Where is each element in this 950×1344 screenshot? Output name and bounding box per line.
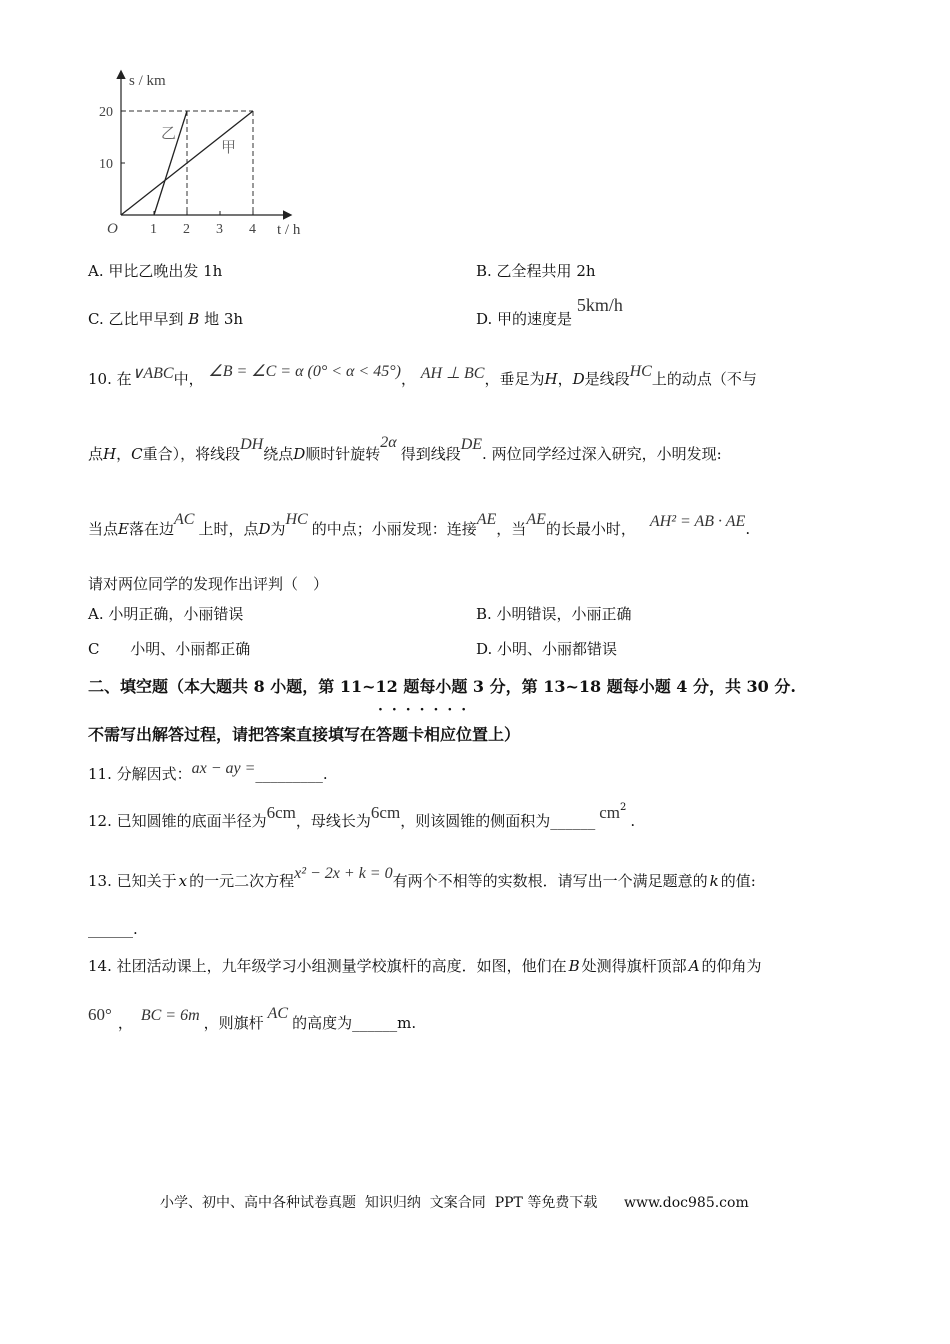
q10-equation: AH² = AB · AE [649, 513, 746, 530]
q10-seg: DE [460, 436, 483, 453]
q12-text: . [630, 812, 636, 830]
q9-option-b: B. 乙全程共用 2h [476, 262, 596, 280]
q10-option-c [88, 638, 250, 659]
emphasis-dots: ······· [378, 702, 476, 718]
q13 [88, 865, 756, 891]
q10-text: 绕点 [263, 445, 294, 463]
q11 [88, 760, 328, 784]
q10-text: ，垂足为 [484, 370, 545, 388]
q12-slant: 6cm [370, 803, 401, 822]
q10-triangle: ∨ABC [131, 365, 174, 382]
q12-text: 12. 已知圆锥的底面半径为 [88, 812, 267, 830]
q9-c-post: 地 3h [204, 310, 244, 328]
q10-option-d: D. 小明、小丽都错误 [476, 640, 618, 658]
q13-var: k [709, 872, 719, 890]
q10-seg: DH [240, 436, 264, 453]
x-tick-label: 4 [249, 222, 256, 237]
distance-time-graph [95, 62, 315, 242]
q13-blank: ______. [88, 920, 138, 938]
q14-text: 14. 社团活动课上，九年级学习小组测量学校旗杆的高度．如图，他们在 [88, 957, 567, 975]
q9-option-d [476, 295, 623, 329]
x-tick-label: 3 [216, 222, 223, 237]
q10-seg: AE [476, 511, 497, 528]
q11-text: 11. 分解因式： [88, 765, 192, 783]
q10-seg: AC [173, 511, 195, 528]
q12-blank: ______ [550, 812, 596, 830]
q10-text: 点 [88, 445, 104, 463]
y-axis-label: s / km [129, 73, 166, 89]
q10-judge: 请对两位同学的发现作出评判（ ） [88, 575, 329, 593]
q14-var: A [688, 957, 700, 975]
q10-text: 当点 [88, 520, 119, 538]
q13-text: 有两个不相等的实数根．请写出一个满足题意的 [392, 872, 708, 890]
q13-var: x [178, 872, 188, 890]
q10-text: ， [557, 370, 573, 388]
q10-text: 的中点；小丽发现：连接 [311, 520, 477, 538]
q10-angle: 2α [380, 434, 397, 451]
q14-blank: ______ [352, 1014, 398, 1032]
q12-radius: 6cm [266, 803, 296, 822]
q10-text: . [745, 520, 751, 538]
origin-label: O [107, 221, 118, 237]
q10-text: 重合），将线段 [142, 445, 241, 463]
y-tick-label: 10 [99, 157, 113, 172]
q10-seg: HC [629, 363, 652, 380]
q14-angle: 60° [88, 1005, 112, 1024]
q10-line1 [88, 363, 757, 389]
q10-text: ， [116, 445, 132, 463]
q13-equation: x² − 2x + k = 0 [294, 865, 393, 882]
q10-text: ，当 [496, 520, 527, 538]
q10-line2 [88, 434, 722, 464]
q9-d-text: D. 甲的速度是 [476, 310, 573, 328]
q13-text: 的值: [720, 872, 756, 890]
q14-length: BC = 6m [140, 1007, 200, 1024]
q14-seg: AC [267, 1005, 289, 1022]
q10-text: 是线段 [584, 370, 630, 388]
q10-var: D [572, 370, 585, 388]
line-yi-label: 乙 [161, 126, 177, 142]
section2-text: 不需写出解答过程，请把答案直接填写在 [88, 725, 377, 744]
q14-var: B [568, 957, 580, 975]
line-jia-label: 甲 [221, 140, 237, 156]
q10-line3 [88, 511, 751, 539]
q10-text: . 两位同学经过深入研究，小明发现: [482, 445, 722, 463]
q14-unit: m. [397, 1014, 417, 1032]
q9-c-pre: C. 乙比甲早到 [88, 310, 184, 328]
q10-option-c-text: 小明、小丽都正确 [130, 640, 251, 658]
q10-text: 上的动点（不与 [651, 370, 757, 388]
q10-var: C [131, 445, 143, 463]
q10-seg: AE [526, 511, 546, 528]
q12 [88, 802, 636, 831]
q10-text: 中， [173, 370, 204, 388]
q11-blank: _________. [255, 765, 328, 783]
q10-text: 为 [270, 520, 286, 538]
q14-text: ， [117, 1014, 133, 1032]
q10-num: 10. 在 [88, 370, 132, 388]
q9-option-c [88, 308, 243, 329]
q14-text: 处测得旗杆顶部 [581, 957, 687, 975]
q14-text: 的仰角为 [701, 957, 762, 975]
q10-text: 的长最小时， [545, 520, 636, 538]
q13-text: 13. 已知关于 [88, 872, 177, 890]
q12-text: ，母线长为 [295, 812, 371, 830]
q10-var: H [103, 445, 117, 463]
q10-text: 得到线段 [400, 445, 461, 463]
q12-unit-sup: 2 [620, 802, 627, 813]
q10-var: D [293, 445, 306, 463]
section2-instruction [88, 702, 521, 745]
q12-text: ，则该圆锥的侧面积为 [400, 812, 551, 830]
q9-c-var: B [188, 310, 200, 328]
x-tick-label: 1 [150, 222, 157, 237]
q14-line2 [88, 1005, 417, 1033]
q14-text: 的高度为 [292, 1014, 353, 1032]
section2-text: 上） [488, 725, 521, 744]
q10-seg: HC [285, 511, 308, 528]
q10-var: D [258, 520, 271, 538]
q10-option-c-letter: C [88, 640, 100, 658]
page-footer: 小学、初中、高中各种试卷真题 知识归纳 文案合同 PPT 等免费下载 www.doc985.com [160, 1195, 749, 1211]
q10-perp-formula: AH ⊥ BC [420, 365, 485, 382]
q10-text: ， [400, 370, 416, 388]
q10-angle-formula: ∠B = ∠C = α (0° < α < 45°) [208, 363, 401, 380]
section2-title: 二、填空题（本大题共 8 小题，第 11~12 题每小题 3 分，第 13~18 题每小题 4 分，共 30 分. [88, 677, 796, 696]
q10-var: E [118, 520, 129, 538]
q12-unit: cm [599, 803, 620, 822]
q14-text: ，则旗杆 [203, 1014, 264, 1032]
section2-emphasis: 答题卡相应位置 [376, 725, 489, 744]
q10-option-b: B. 小明错误，小丽正确 [476, 605, 632, 623]
q9-d-math: 5km/h [576, 295, 623, 315]
q10-option-a: A. 小明正确，小丽错误 [88, 605, 244, 623]
q13-text: 的一元二次方程 [189, 872, 295, 890]
x-axis-label: t / h [277, 222, 301, 238]
q9-option-a: A. 甲比乙晚出发 1h [88, 262, 223, 280]
q11-expression: ax − ay = [191, 760, 256, 777]
q10-text: 上时，点 [198, 520, 259, 538]
q10-var: H [544, 370, 558, 388]
q14-line1 [88, 955, 762, 976]
q10-text: 顺时针旋转 [305, 445, 381, 463]
y-tick-label: 20 [99, 105, 113, 120]
x-tick-label: 2 [183, 222, 190, 237]
q10-text: 落在边 [128, 520, 174, 538]
